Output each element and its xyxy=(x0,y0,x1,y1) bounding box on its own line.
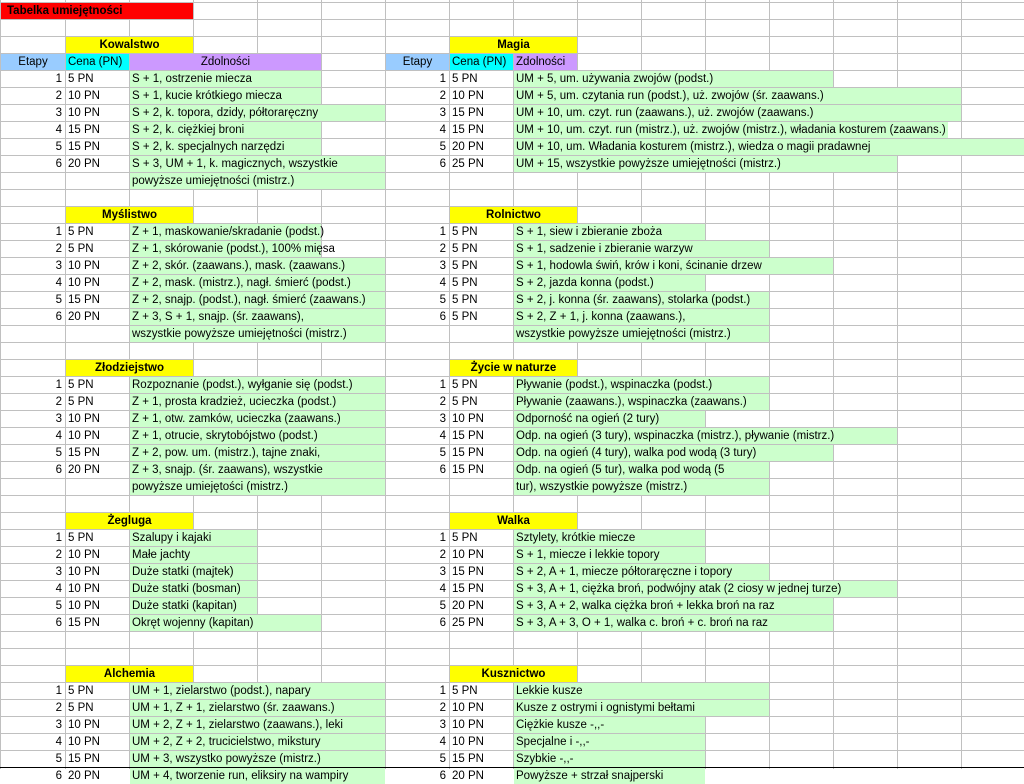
skill-cell[interactable]: S + 2, jazda konna (podst.) xyxy=(514,275,705,291)
price-cell[interactable]: 10 PN xyxy=(452,549,484,561)
stage-number[interactable]: 2 xyxy=(439,90,446,102)
skill-cell[interactable]: powyższe umiejętości (mistrz.) xyxy=(130,479,385,495)
stage-number[interactable]: 4 xyxy=(439,124,446,136)
stage-number[interactable]: 5 xyxy=(55,600,62,612)
skill-cell[interactable]: Z + 1, maskowanie/skradanie (podst.) xyxy=(132,226,325,238)
skill-cell[interactable]: S + 1, sadzenie i zbieranie warzyw xyxy=(514,241,769,257)
stage-number[interactable]: 3 xyxy=(439,413,446,425)
skill-cell[interactable]: Okręt wojenny (kapitan) xyxy=(130,615,321,631)
price-cell[interactable]: 10 PN xyxy=(68,549,100,561)
sheet-title[interactable]: Tabelka umiejętności xyxy=(1,3,193,19)
price-cell[interactable]: 15 PN xyxy=(452,447,484,459)
price-cell[interactable]: 10 PN xyxy=(68,413,100,425)
skill-cell[interactable]: UM + 4, tworzenie run, eliksiry na wampiry xyxy=(130,768,385,784)
skill-cell[interactable]: Duże statki (bosman) xyxy=(130,581,257,597)
price-cell[interactable]: 15 PN xyxy=(452,430,484,442)
price-cell[interactable]: 15 PN xyxy=(452,753,484,765)
stage-number[interactable]: 4 xyxy=(439,736,446,748)
stage-number[interactable]: 1 xyxy=(439,73,446,85)
skill-cell[interactable]: Powyższe + strzał snajperski xyxy=(514,768,705,784)
skill-cell[interactable]: S + 2, k. ciężkiej broni xyxy=(130,122,321,138)
price-cell[interactable]: 10 PN xyxy=(452,413,484,425)
price-cell[interactable]: 10 PN xyxy=(68,260,100,272)
price-cell[interactable]: 10 PN xyxy=(68,566,100,578)
skill-cell[interactable]: Z + 2, mask. (mistrz.), nagł. śmierć (podst.) xyxy=(130,275,385,291)
stage-number[interactable]: 6 xyxy=(55,311,62,323)
skill-cell[interactable]: S + 2, A + 1, miecze półtoraręczne i topory xyxy=(514,564,769,580)
price-cell[interactable]: 5 PN xyxy=(68,685,94,697)
stage-number[interactable]: 5 xyxy=(439,600,446,612)
skill-cell[interactable]: Lekkie kusze xyxy=(514,683,769,699)
stage-number[interactable]: 1 xyxy=(55,226,62,238)
skill-cell[interactable]: tur), wszystkie powyższe (mistrz.) xyxy=(514,479,769,495)
col-gridline xyxy=(961,0,962,769)
stage-number[interactable]: 3 xyxy=(55,413,62,425)
stage-number[interactable]: 4 xyxy=(439,430,446,442)
skill-cell[interactable]: Z + 2, pow. um. (mistrz.), tajne znaki, xyxy=(130,445,385,461)
price-cell[interactable]: 20 PN xyxy=(452,600,484,612)
skill-cell[interactable]: S + 1, kucie krótkiego miecza xyxy=(130,88,321,104)
section-title-6[interactable]: Żegluga xyxy=(66,513,193,529)
skill-cell[interactable]: S + 3, UM + 1, k. magicznych, wszystkie xyxy=(130,156,385,172)
price-cell[interactable]: 25 PN xyxy=(452,617,484,629)
skill-cell[interactable]: powyższe umiejętności (mistrz.) xyxy=(130,173,385,189)
stage-number[interactable]: 4 xyxy=(55,583,62,595)
skill-cell[interactable]: UM + 10, um. czyt. run (mistrz.), uż. zwojów (mistrz.), władania kosturem (zaawans.) xyxy=(516,124,946,136)
header-price-left[interactable]: Cena (PN) xyxy=(66,54,129,70)
stage-number[interactable]: 3 xyxy=(439,107,446,119)
skill-cell[interactable]: Odp. na ogień (3 tury), wspinaczka (mistrz.), pływanie (mistrz.) xyxy=(514,428,897,444)
skill-cell[interactable]: wszystkie powyższe umiejętności (mistrz.) xyxy=(514,326,769,342)
stage-number[interactable]: 3 xyxy=(55,566,62,578)
header-skills-left[interactable]: Zdolności xyxy=(130,54,321,70)
stage-number[interactable]: 3 xyxy=(439,566,446,578)
price-cell[interactable]: 5 PN xyxy=(452,243,478,255)
stage-number[interactable]: 4 xyxy=(55,277,62,289)
price-cell[interactable]: 15 PN xyxy=(68,141,100,153)
skill-cell[interactable]: Sztylety, krótkie miecze xyxy=(514,530,705,546)
price-cell[interactable]: 5 PN xyxy=(452,226,478,238)
skill-cell[interactable]: Z + 2, snajp. (podst.), nagł. śmierć (zaawans.) xyxy=(130,292,385,308)
skill-cell[interactable]: Pływanie (zaawans.), wspinaczka (zaawans.) xyxy=(514,394,769,410)
price-cell[interactable]: 5 PN xyxy=(452,685,478,697)
price-cell[interactable]: 10 PN xyxy=(68,736,100,748)
price-cell[interactable]: 10 PN xyxy=(68,430,100,442)
skill-cell[interactable]: S + 2, Z + 1, j. konna (zaawans.), xyxy=(514,309,769,325)
stage-number[interactable]: 1 xyxy=(55,685,62,697)
section-title-7[interactable]: Walka xyxy=(450,513,577,529)
stage-number[interactable]: 5 xyxy=(439,294,446,306)
skill-cell[interactable]: UM + 3, wszystko powyższe (mistrz.) xyxy=(130,751,385,767)
stage-number[interactable]: 5 xyxy=(439,447,446,459)
section-title-8[interactable]: Alchemia xyxy=(66,666,193,682)
skill-cell[interactable]: UM + 2, Z + 1, zielarstwo (zaawans.), leki xyxy=(130,717,385,733)
sheet-border xyxy=(0,767,1024,768)
skill-cell[interactable]: Duże statki (kapitan) xyxy=(130,598,257,614)
price-cell[interactable]: 5 PN xyxy=(68,379,94,391)
skill-cell[interactable]: Małe jachty xyxy=(130,547,257,563)
section-title-9[interactable]: Kusznictwo xyxy=(450,666,577,682)
stage-number[interactable]: 6 xyxy=(55,770,62,782)
stage-number[interactable]: 5 xyxy=(55,753,62,765)
skill-cell[interactable]: Z + 1, skórowanie (podst.), 100% mięsa xyxy=(132,243,335,255)
stage-number[interactable]: 5 xyxy=(439,753,446,765)
skill-cell[interactable]: Z + 1, otw. zamków, ucieczka (zaawans.) xyxy=(130,411,385,427)
stage-number[interactable]: 2 xyxy=(439,243,446,255)
stage-number[interactable]: 3 xyxy=(55,260,62,272)
price-cell[interactable]: 10 PN xyxy=(452,702,484,714)
skill-cell[interactable]: Duże statki (majtek) xyxy=(130,564,257,580)
section-title-5[interactable]: Życie w naturze xyxy=(450,360,577,376)
skill-cell[interactable]: Szalupy i kajaki xyxy=(130,530,257,546)
skill-cell[interactable]: UM + 1, zielarstwo (podst.), napary xyxy=(130,683,385,699)
stage-number[interactable]: 3 xyxy=(439,260,446,272)
stage-number[interactable]: 2 xyxy=(439,396,446,408)
stage-number[interactable]: 3 xyxy=(55,719,62,731)
skill-cell[interactable]: Z + 1, otrucie, skrytobójstwo (podst.) xyxy=(130,428,385,444)
price-cell[interactable]: 15 PN xyxy=(68,753,100,765)
price-cell[interactable]: 15 PN xyxy=(452,107,484,119)
skill-cell[interactable]: Odp. na ogień (4 tury), walka pod wodą (3 tury) xyxy=(514,445,833,461)
row-gridline xyxy=(0,342,1024,343)
price-cell[interactable]: 20 PN xyxy=(452,770,484,782)
price-cell[interactable]: 5 PN xyxy=(68,226,94,238)
price-cell[interactable]: 10 PN xyxy=(68,277,100,289)
skill-cell[interactable]: UM + 2, Z + 2, trucicielstwo, mikstury xyxy=(130,734,385,750)
price-cell[interactable]: 5 PN xyxy=(68,243,94,255)
price-cell[interactable]: 5 PN xyxy=(68,702,94,714)
skill-cell[interactable]: Z + 3, S + 1, snajp. (śr. zaawans), xyxy=(130,309,385,325)
row-gridline xyxy=(0,631,1024,632)
stage-number[interactable]: 6 xyxy=(55,158,62,170)
stage-number[interactable]: 1 xyxy=(439,685,446,697)
skill-cell[interactable]: S + 1, ostrzenie miecza xyxy=(130,71,321,87)
stage-number[interactable]: 1 xyxy=(55,532,62,544)
stage-number[interactable]: 1 xyxy=(55,379,62,391)
price-cell[interactable]: 10 PN xyxy=(68,90,100,102)
stage-number[interactable]: 5 xyxy=(55,141,62,153)
price-cell[interactable]: 10 PN xyxy=(68,107,100,119)
skill-cell[interactable]: Pływanie (podst.), wspinaczka (podst.) xyxy=(514,377,769,393)
skill-cell[interactable]: Odp. na ogień (5 tur), walka pod wodą (5 xyxy=(514,462,769,478)
skill-cell[interactable]: Ciężkie kusze -,,- xyxy=(514,717,705,733)
price-cell[interactable]: 15 PN xyxy=(68,124,100,136)
price-cell[interactable]: 10 PN xyxy=(452,90,484,102)
stage-number[interactable]: 3 xyxy=(55,107,62,119)
row-gridline xyxy=(0,495,1024,496)
stage-number[interactable]: 6 xyxy=(439,617,446,629)
price-cell[interactable]: 15 PN xyxy=(68,447,100,459)
price-cell[interactable]: 20 PN xyxy=(68,158,100,170)
stage-number[interactable]: 2 xyxy=(439,549,446,561)
stage-number[interactable]: 2 xyxy=(55,396,62,408)
stage-number[interactable]: 5 xyxy=(55,447,62,459)
skill-cell[interactable]: S + 2, j. konna (śr. zaawans), stolarka (podst.) xyxy=(514,292,769,308)
price-cell[interactable]: 5 PN xyxy=(452,294,478,306)
stage-number[interactable]: 4 xyxy=(439,583,446,595)
price-cell[interactable]: 5 PN xyxy=(68,73,94,85)
skill-cell[interactable]: S + 1, siew i zbieranie zboża xyxy=(514,224,705,240)
price-cell[interactable]: 5 PN xyxy=(452,396,478,408)
skill-cell[interactable]: Z + 2, skór. (zaawans.), mask. (zaawans.) xyxy=(130,258,385,274)
price-cell[interactable]: 5 PN xyxy=(452,532,478,544)
stage-number[interactable]: 6 xyxy=(439,158,446,170)
price-cell[interactable]: 15 PN xyxy=(68,294,100,306)
price-cell[interactable]: 15 PN xyxy=(452,566,484,578)
stage-number[interactable]: 1 xyxy=(439,532,446,544)
price-cell[interactable]: 5 PN xyxy=(452,311,478,323)
skill-cell[interactable]: Z + 1, prosta kradzież, ucieczka (podst.) xyxy=(130,394,385,410)
stage-number[interactable]: 6 xyxy=(439,770,446,782)
stage-number[interactable]: 6 xyxy=(55,617,62,629)
section-title-4[interactable]: Złodziejstwo xyxy=(66,360,193,376)
skill-cell[interactable]: S + 1, hodowla świń, krów i koni, ścinanie drzew xyxy=(514,258,833,274)
skill-cell[interactable]: Rozpoznanie (podst.), wyłganie się (podst.) xyxy=(130,377,385,393)
section-title-0[interactable]: Kowalstwo xyxy=(66,37,193,53)
skill-cell[interactable]: S + 3, A + 1, ciężka broń, podwójny atak (2 ciosy w jednej turze) xyxy=(514,581,897,597)
price-cell[interactable]: 10 PN xyxy=(452,719,484,731)
price-cell[interactable]: 15 PN xyxy=(452,583,484,595)
skill-cell[interactable]: S + 2, k. topora, dzidy, półtoraręczny xyxy=(130,105,385,121)
stage-number[interactable]: 2 xyxy=(439,702,446,714)
stage-number[interactable]: 4 xyxy=(439,277,446,289)
skill-cell[interactable]: S + 1, miecze i lekkie topory xyxy=(514,547,705,563)
stage-number[interactable]: 4 xyxy=(55,124,62,136)
skill-cell[interactable]: UM + 15, wszystkie powyższe umiejętności (mistrz.) xyxy=(514,156,897,172)
skill-cell[interactable]: Z + 3, snajp. (śr. zaawans), wszystkie xyxy=(130,462,385,478)
row-gridline xyxy=(0,189,1024,190)
section-title-2[interactable]: Myślistwo xyxy=(66,207,193,223)
price-cell[interactable]: 5 PN xyxy=(68,532,94,544)
price-cell[interactable]: 20 PN xyxy=(68,770,100,782)
price-cell[interactable]: 20 PN xyxy=(452,141,484,153)
stage-number[interactable]: 2 xyxy=(55,243,62,255)
stage-number[interactable]: 2 xyxy=(55,90,62,102)
header-stage-left[interactable]: Etapy xyxy=(1,54,65,70)
price-cell[interactable]: 5 PN xyxy=(68,396,94,408)
stage-number[interactable]: 2 xyxy=(55,549,62,561)
stage-number[interactable]: 1 xyxy=(439,226,446,238)
skill-cell[interactable]: Szybkie -,,- xyxy=(514,751,705,767)
skill-cell[interactable]: S + 3, A + 2, walka ciężka broń + lekka broń na raz xyxy=(514,598,833,614)
stage-number[interactable]: 6 xyxy=(439,311,446,323)
row-gridline xyxy=(0,648,1024,649)
skill-cell[interactable]: wszystkie powyższe umiejętności (mistrz.) xyxy=(130,326,385,342)
header-skills-right[interactable]: Zdolności xyxy=(514,54,577,70)
row-gridline xyxy=(0,19,1024,20)
price-cell[interactable]: 5 PN xyxy=(452,260,478,272)
skill-cell[interactable]: Odporność na ogień (2 tury) xyxy=(514,411,705,427)
section-title-1[interactable]: Magia xyxy=(450,37,577,53)
skill-cell[interactable]: UM + 10, um. czyt. run (zaawans.), uż. zwojów (zaawans.) xyxy=(514,105,961,121)
stage-number[interactable]: 1 xyxy=(439,379,446,391)
price-cell[interactable]: 5 PN xyxy=(452,73,478,85)
stage-number[interactable]: 6 xyxy=(439,464,446,476)
price-cell[interactable]: 10 PN xyxy=(68,583,100,595)
stage-number[interactable]: 6 xyxy=(55,464,62,476)
stage-number[interactable]: 4 xyxy=(55,736,62,748)
price-cell[interactable]: 15 PN xyxy=(68,617,100,629)
stage-number[interactable]: 2 xyxy=(55,702,62,714)
price-cell[interactable]: 10 PN xyxy=(452,736,484,748)
price-cell[interactable]: 25 PN xyxy=(452,158,484,170)
price-cell[interactable]: 10 PN xyxy=(68,719,100,731)
stage-number[interactable]: 4 xyxy=(55,430,62,442)
skill-cell[interactable]: Specjalne i -,,- xyxy=(514,734,705,750)
stage-number[interactable]: 5 xyxy=(55,294,62,306)
price-cell[interactable]: 5 PN xyxy=(452,277,478,289)
price-cell[interactable]: 15 PN xyxy=(452,124,484,136)
stage-number[interactable]: 3 xyxy=(439,719,446,731)
skill-cell[interactable]: S + 2, k. specjalnych narzędzi xyxy=(130,139,321,155)
skill-cell[interactable]: S + 3, A + 3, O + 1, walka c. broń + c. broń na raz xyxy=(514,615,833,631)
skill-cell[interactable]: UM + 10, um. Władania kosturem (mistrz.), wiedza o magii pradawnej xyxy=(514,139,1024,155)
price-cell[interactable]: 10 PN xyxy=(68,600,100,612)
stage-number[interactable]: 1 xyxy=(55,73,62,85)
price-cell[interactable]: 5 PN xyxy=(452,379,478,391)
section-title-3[interactable]: Rolnictwo xyxy=(450,207,577,223)
skill-cell[interactable]: Kusze z ostrymi i ognistymi bełtami xyxy=(514,700,769,716)
skill-cell[interactable]: UM + 5, um. czytania run (podst.), uż. zwojów (śr. zaawans.) xyxy=(514,88,961,104)
price-cell[interactable]: 20 PN xyxy=(68,464,100,476)
header-price-right[interactable]: Cena (PN) xyxy=(450,54,513,70)
price-cell[interactable]: 20 PN xyxy=(68,311,100,323)
skill-cell[interactable]: UM + 5, um. używania zwojów (podst.) xyxy=(514,71,833,87)
header-stage-right[interactable]: Etapy xyxy=(386,54,449,70)
stage-number[interactable]: 5 xyxy=(439,141,446,153)
price-cell[interactable]: 15 PN xyxy=(452,464,484,476)
skill-cell[interactable]: UM + 1, Z + 1, zielarstwo (śr. zaawans.) xyxy=(130,700,385,716)
